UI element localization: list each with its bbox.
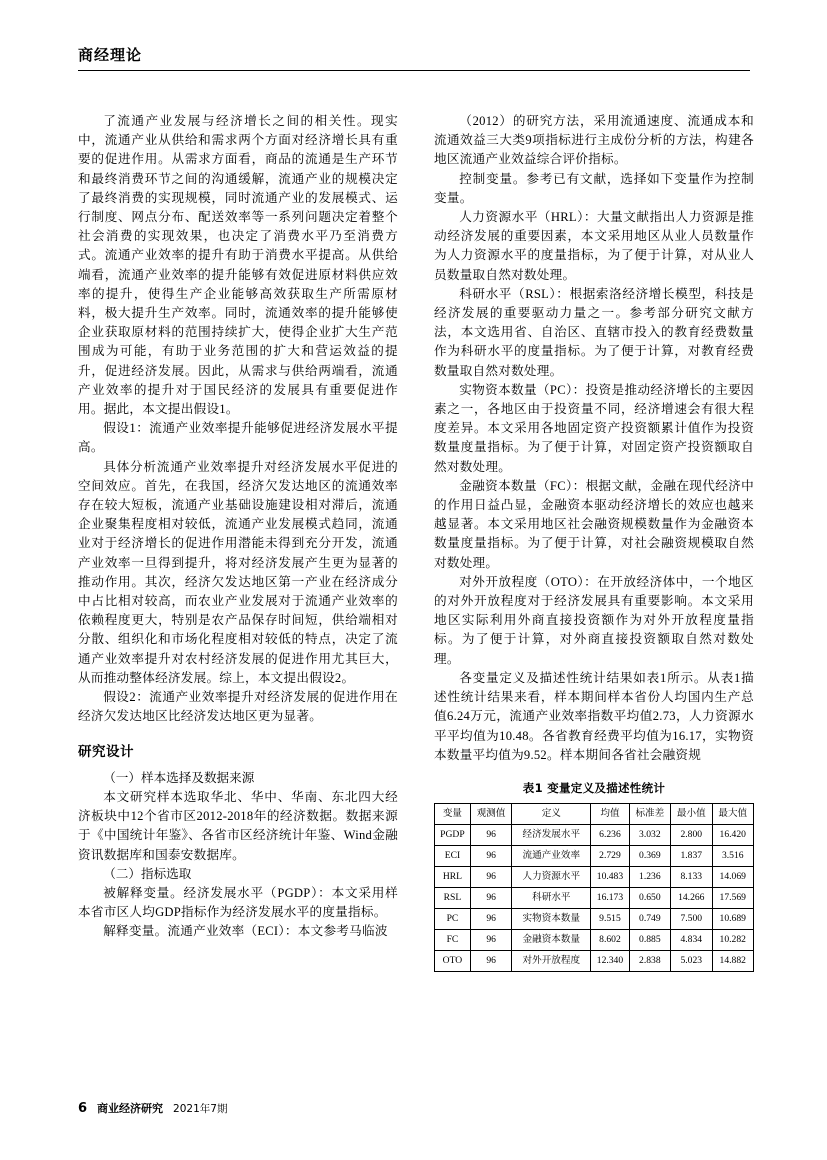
table-cell: 10.483 <box>591 867 629 888</box>
table-row <box>435 846 754 867</box>
table-cell: OTO <box>435 951 471 972</box>
table-cell: 8.602 <box>591 930 629 951</box>
header-divider <box>78 70 750 71</box>
table-cell: 96 <box>470 951 511 972</box>
paragraph: 控制变量。参考已有文献，选择如下变量作为控制变量。 <box>434 171 754 205</box>
paragraph: 解释变量。流通产业效率（ECI）：本文参考马临波 <box>103 924 388 939</box>
table-cell: 2.729 <box>591 846 629 867</box>
table-cell: 0.650 <box>629 888 670 909</box>
table-cell: 96 <box>470 867 511 888</box>
table-header-cell: 标准差 <box>629 804 670 825</box>
table-header-cell: 观测值 <box>470 804 511 825</box>
table-cell: 9.515 <box>591 909 629 930</box>
table-cell: 96 <box>470 888 511 909</box>
table-cell: 96 <box>470 909 511 930</box>
table-cell: 0.749 <box>629 909 670 930</box>
table-row <box>435 951 754 972</box>
table-cell: 流通产业效率 <box>512 846 591 867</box>
table-cell: HRL <box>435 867 471 888</box>
page-header <box>78 44 750 71</box>
journal-name: 商业经济研究 <box>97 1102 164 1115</box>
paragraph: 对外开放程度（OTO）：在开放经济体中，一个地区的对外开放程度对于经济发展具有重要影响。本文采用地区实际利用外商直接投资额作为对外开放程度量指标。为了便于计算，对外商直接投资额取自然对数处理。 <box>434 574 754 666</box>
table-cell: 2.838 <box>629 951 670 972</box>
table-cell: 14.882 <box>712 951 754 972</box>
descriptive-statistics-table <box>434 803 754 972</box>
table-caption: 表1 变量定义及描述性统计 <box>522 780 666 795</box>
table-cell: 16.173 <box>591 888 629 909</box>
paragraph: 各变量定义及描述性统计结果如表1所示。从表1描述性统计结果来看，样本期间样本省份人均国内生产总值6.24万元，流通产业效率指数平均值2.73，人力资源水平平均值为10.48。各省教育经费平均值为16.17，实物资本数量平均值为9.52。样本期间各省社会融资规 <box>434 670 754 762</box>
table-cell: 6.236 <box>591 825 629 846</box>
table-cell: 8.133 <box>671 867 712 888</box>
paragraph: 科研水平（RSL）：根据索洛经济增长模型，科技是经济发展的重要驱动力量之一。参考部分研究文献方法，本文选用省、自治区、直辖市投入的教育经费数量作为科研水平的度量指标。为了便于计算，对教育经费数量取自然对数处理。 <box>434 286 754 378</box>
paragraph: 本文研究样本选取华北、华中、华南、东北四大经济板块中12个省市区2012-2018年的经济数据。数据来源于《中国统计年鉴》、各省市区经济统计年鉴、Wind金融资讯数据库和国泰安数据库。 <box>78 789 398 862</box>
table-header-cell: 均值 <box>591 804 629 825</box>
table-cell: 96 <box>470 930 511 951</box>
table-header-cell: 最大值 <box>712 804 754 825</box>
table-cell: 1.236 <box>629 867 670 888</box>
table-cell: 人力资源水平 <box>512 867 591 888</box>
page-columns <box>78 112 754 1072</box>
subsection-title: （二）指标选取 <box>103 866 192 881</box>
table-cell: 7.500 <box>671 909 712 930</box>
table-row <box>435 825 754 846</box>
table-cell: 96 <box>470 846 511 867</box>
paragraph: 被解释变量。经济发展水平（PGDP）：本文采用样本省市区人均GDP指标作为经济发展水平的度量指标。 <box>78 885 398 920</box>
issue-label: 2021年7期 <box>173 1103 228 1115</box>
table-cell: 12.340 <box>591 951 629 972</box>
page-footer <box>78 1100 227 1116</box>
table-cell: 10.282 <box>712 930 754 951</box>
table-header-row <box>435 804 754 825</box>
table-row <box>435 930 754 951</box>
table-cell: PC <box>435 909 471 930</box>
table-cell: 5.023 <box>671 951 712 972</box>
subsection-title: （一）样本选择及数据来源 <box>103 770 255 785</box>
table-cell: 2.800 <box>671 825 712 846</box>
table-row <box>435 867 754 888</box>
table-cell: PGDP <box>435 825 471 846</box>
section-heading: 研究设计 <box>78 743 134 760</box>
table-cell: RSL <box>435 888 471 909</box>
paragraph: 金融资本数量（FC）：根据文献，金融在现代经济中的作用日益凸显，金融资本驱动经济增长的效应也越来越显著。本文采用地区社会融资规模数量作为金融资本数量度量指标。为了便于计算，对社会融资规模取自然对数处理。 <box>434 478 754 570</box>
paragraph: 具体分析流通产业效率提升对经济发展水平促进的空间效应。首先，在我国，经济欠发达地区的流通效率存在较大短板，流通产业基础设施建设相对滞后，流通企业聚集程度相对较低，流通产业发展模式趋同，流通业对于经济增长的促进作用潜能未得到充分开发，流通产业效率一旦得到提升，将对经济发展产生更为显著的推动作用。其次，经济欠发达地区第一产业在经济成分中占比相对较高，而农业产业发展对于流通产业效率的依赖程度更大，特别是农产品保存时间短，供给端相对分散、组织化和市场化程度相对较低的特点，决定了流通产业效率提升对农村经济发展的促进作用尤其巨大，从而推动整体经济发展。综上，本文提出假设2。 <box>78 459 398 685</box>
table-cell: 17.569 <box>712 888 754 909</box>
table-cell: 10.689 <box>712 909 754 930</box>
left-column <box>78 112 398 1072</box>
paragraph: 假设2：流通产业效率提升对经济发展的促进作用在经济欠发达地区比经济发达地区更为显著。 <box>78 690 398 724</box>
table-header-cell: 变量 <box>435 804 471 825</box>
table-header-cell: 定义 <box>512 804 591 825</box>
table-cell: 经济发展水平 <box>512 825 591 846</box>
page-number: 6 <box>78 1101 88 1116</box>
table-cell: 3.032 <box>629 825 670 846</box>
table-row <box>435 888 754 909</box>
table-cell: 0.885 <box>629 930 670 951</box>
table-cell: ECI <box>435 846 471 867</box>
table-cell: 实物资本数量 <box>512 909 591 930</box>
table-cell: 1.837 <box>671 846 712 867</box>
table-header-cell: 最小值 <box>671 804 712 825</box>
paragraph: 实物资本数量（PC）：投资是推动经济增长的主要因素之一，各地区由于投资量不同，经济增速会有很大程度差异。本文采用各地固定资产投资额累计值作为投资数量度量指标。为了便于计算，对固定资产投资额取自然对数处理。 <box>434 382 754 474</box>
paragraph: （2012）的研究方法，采用流通速度、流通成本和流通效益三大类9项指标进行主成份分析的方法，构建各地区流通产业效益综合评价指标。 <box>434 114 754 167</box>
paragraph: 了流通产业发展与经济增长之间的相关性。现实中，流通产业从供给和需求两个方面对经济增长具有重要的促进作用。从需求方面看，商品的流通是生产环节和最终消费环节之间的沟通缓解，流通产业的规模决定了最终消费的实现规模，同时流通产业的发展模式、运行制度、网点分布、配送效率等一系列问题决定着整个社会消费的实现效果，也决定了消费水平乃至消费方式。流通产业效率的提升有助于消费水平提高。从供给端看，流通产业效率的提升能够有效促进原材料供应效率的提升，使得生产企业能够高效获取生产所需原材料，极大提升生产效率。同时，流通效率的提升能够使企业获取原材料的范围持续扩大，使得企业扩大生产范围成为可能，有助于业务范围的扩大和营运效益的提升，促进经济发展。因此，从需求与供给两端看，流通产业效率的提升对于国民经济的发展具有重要促进作用。据此，本文提出假设1。 <box>78 114 398 417</box>
table-cell: 96 <box>470 825 511 846</box>
table-cell: FC <box>435 930 471 951</box>
table-cell: 3.516 <box>712 846 754 867</box>
table-cell: 0.369 <box>629 846 670 867</box>
statistics-table-container <box>434 779 754 972</box>
table-row <box>435 909 754 930</box>
table-cell: 4.834 <box>671 930 712 951</box>
table-cell: 16.420 <box>712 825 754 846</box>
table-cell: 科研水平 <box>512 888 591 909</box>
header-section-title: 商经理论 <box>78 46 143 64</box>
right-column <box>434 112 754 1072</box>
paragraph: 假设1：流通产业效率提升能够促进经济发展水平提高。 <box>78 421 398 455</box>
table-cell: 14.069 <box>712 867 754 888</box>
table-cell: 对外开放程度 <box>512 951 591 972</box>
paragraph: 人力资源水平（HRL）：大量文献指出人力资源是推动经济发展的重要因素，本文采用地区从业人员数量作为人力资源水平的度量指标，为了便于计算，对从业人员数量取自然对数处理。 <box>434 210 754 282</box>
table-cell: 14.266 <box>671 888 712 909</box>
table-cell: 金融资本数量 <box>512 930 591 951</box>
